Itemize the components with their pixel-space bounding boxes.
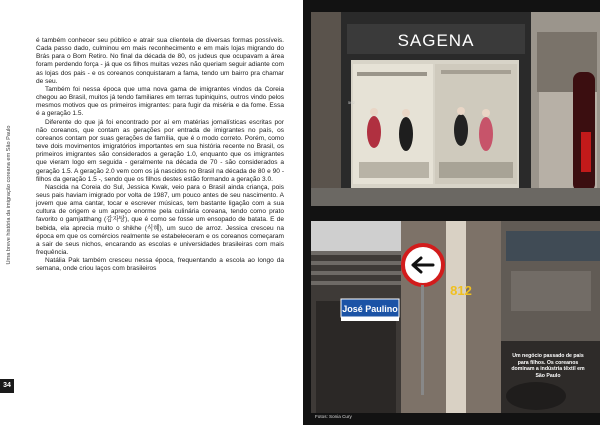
running-header xyxy=(3,30,15,360)
running-header-text: Uma breve história da imigração coreana em São Paulo xyxy=(6,125,12,265)
street-photo xyxy=(311,221,600,413)
photo-caption: Um negócio passado de pais para filhos. Os coreanos dominam a indústria têxtil em São Paulo xyxy=(511,353,585,379)
paragraph: Nascida na Coreia do Sul, Jessica Kwak, veio para o Brasil ainda criança, pois seus pais haviam imigrado por volta de 1987, um pouco antes de seu nascimento. A jovem que ama cantar, tocar e escrever músicas, tem bastante ligação com a sua cultura de origem e um apreço enorme pela culinária coreana, tendo como prato favorito o gamjatthang (감자탕), que é como se fosse um ensopado de batata. E de bebida, ela aprecia muito o shikhe (식혜), um suco de arroz. Jessica cresceu na época em que os comércios realmente se estabeleceram e os coreanos começaram a sair de seus nichos, encarando as escolas e universidades brasileiras com mais frequência. xyxy=(36,183,284,257)
store-sign: SAGENA xyxy=(397,31,475,50)
street-sign: José Paulino xyxy=(342,304,398,314)
paragraph: Diferente do que já foi encontrado por aí em matérias jornalísticas escritas por não coreanos, que contam as gerações por entrada de imigrantes no país, os coreanos contam por suas gerações de família, que é o modo correto. Porém, como teve dois movimentos imigratórios importantes em sua história recente no Brasil, os primeiros imigrantes são considerados a geração 1.0, enquanto que os imigrantes que vieram logo em seguida - geralmente na década de 70 - são considerados a geração 1.5. A geração 2.0 vem com os já nascidos no Brasil na década de 80 e 90 - filhos da geração 1.5 -, sendo que os filhos destes estão formando a geração 3.0. xyxy=(36,118,284,183)
paragraph: Natália Pak também cresceu nessa época, frequentando a escola ao longo da semana, onde criou laços com brasileiros xyxy=(36,257,284,273)
paragraph: é também conhecer seu público e atrair sua clientela de diversas formas possíveis. Cada passo dado, culminou em mais reconhecimento e em mais lojas migrando do Brás para o Bom Retiro. No final da década de 80, os judeus que ocupavam a área foram perdendo força - já que os filhos muitas vezes não queriam seguir adiante com as lojas dos pais - e os coreanos conquistaram a fama, tendo um bairro pra chamar de seu. xyxy=(36,37,284,85)
building-number: 812 xyxy=(450,283,472,298)
photo-credit: Fotos: Sonia Cury xyxy=(315,414,352,419)
paragraph: Também foi nessa época que uma nova gama de imigrantes vindos da Coreia chegou ao Brasil, muitos já tendo familiares em terras tupiniquins, outros vindo pelos mesmos motivos que os primeiros imigrantes: para fugir da miséria e da fome. Essa é a geração 1.5. xyxy=(36,85,284,118)
door-number: 502 xyxy=(348,100,355,105)
page-number: 34 xyxy=(0,379,14,393)
storefront-photo xyxy=(311,12,600,206)
article-body xyxy=(36,37,284,274)
right-page xyxy=(303,0,600,425)
